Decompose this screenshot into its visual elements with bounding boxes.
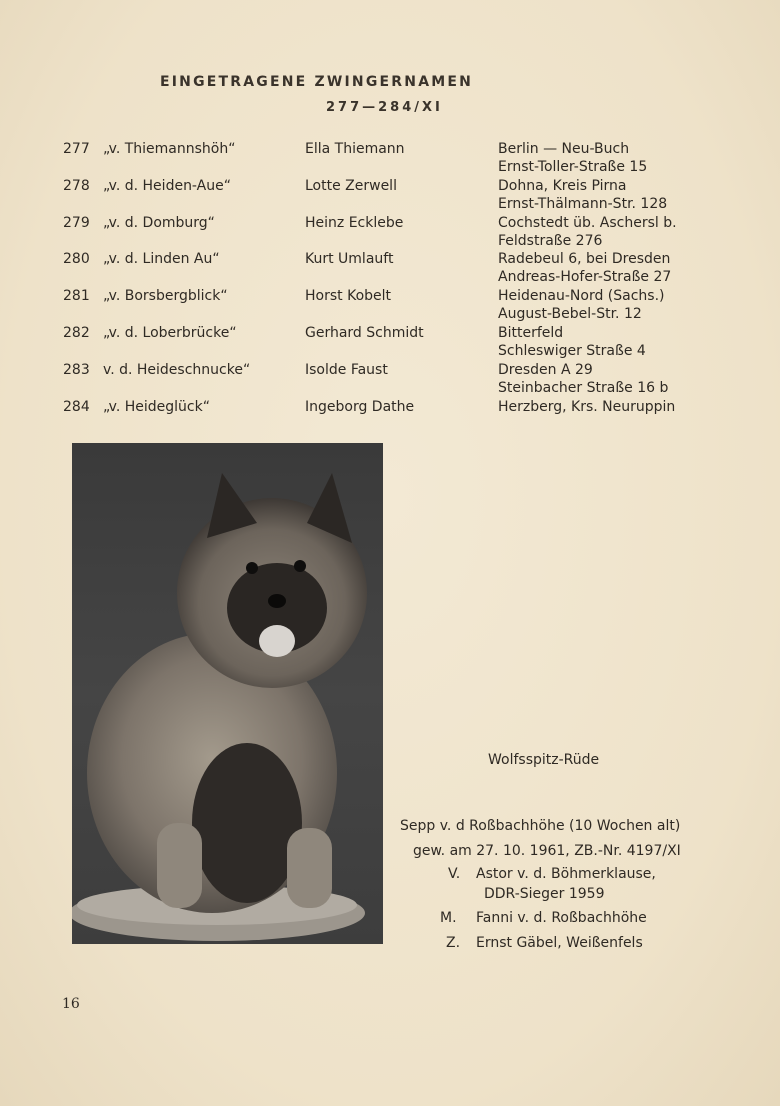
address-line: Steinbacher Straße 16 b	[498, 380, 669, 396]
sire-label: V.	[448, 866, 461, 882]
owner-address	[498, 398, 698, 416]
owner-address	[498, 361, 698, 397]
kennel-name: „v. Borsbergblick“	[103, 288, 228, 304]
address-line: Ernst-Toller-Straße 15	[498, 159, 648, 175]
address-line: Radebeul 6, bei Dresden	[498, 251, 671, 267]
dam-name: Fanni v. d. Roßbachhöhe	[476, 910, 647, 926]
address-line: Dohna, Kreis Pirna	[498, 178, 627, 194]
kennel-name: v. d. Heideschnucke“	[103, 362, 251, 378]
entry-number: 278	[63, 178, 90, 194]
birth-info: gew. am 27. 10. 1961, ZB.-Nr. 4197/XI	[413, 843, 681, 859]
owner-address	[498, 140, 698, 176]
address-line: Andreas-Hofer-Straße 27	[498, 269, 672, 285]
address-line: August-Bebel-Str. 12	[498, 306, 642, 322]
entry-number: 281	[63, 288, 90, 304]
address-line: Bitterfeld	[498, 325, 564, 341]
entry-number: 284	[63, 399, 90, 415]
sire-title: DDR-Sieger 1959	[484, 886, 605, 902]
owner-name: Horst Kobelt	[305, 288, 392, 304]
entry-number: 279	[63, 215, 90, 231]
address-line: Schleswiger Straße 4	[498, 343, 646, 359]
kennel-name: „v. d. Linden Au“	[103, 251, 220, 267]
page-number: 16	[62, 996, 80, 1012]
owner-address	[498, 324, 698, 360]
breed-caption: Wolfsspitz-Rüde	[488, 752, 600, 768]
page-title: EINGETRAGENE ZWINGERNAMEN	[160, 74, 474, 90]
address-line: Cochstedt üb. Aschersl b.	[498, 215, 677, 231]
kennel-name: „v. d. Domburg“	[103, 215, 215, 231]
entry-number: 280	[63, 251, 90, 267]
kennel-name: „v. Heideglück“	[103, 399, 210, 415]
owner-name: Heinz Ecklebe	[305, 215, 404, 231]
dog-name: Sepp v. d Roßbachhöhe (10 Wochen alt)	[400, 818, 681, 834]
entry-number: 277	[63, 141, 90, 157]
owner-name: Gerhard Schmidt	[305, 325, 424, 341]
address-line: Dresden A 29	[498, 362, 593, 378]
sire-name: Astor v. d. Böhmerklause,	[476, 866, 656, 882]
owner-address	[498, 177, 698, 213]
address-line: Herzberg, Krs. Neuruppin	[498, 399, 676, 415]
owner-name: Ella Thiemann	[305, 141, 405, 157]
kennel-name: „v. Thiemannshöh“	[103, 141, 236, 157]
address-line: Feldstraße 276	[498, 233, 603, 249]
entry-number: 283	[63, 362, 90, 378]
owner-address	[498, 287, 698, 323]
owner-name: Kurt Umlauft	[305, 251, 394, 267]
dam-label: M.	[440, 910, 457, 926]
address-line: Berlin — Neu-Buch	[498, 141, 630, 157]
address-line: Heidenau-Nord (Sachs.)	[498, 288, 665, 304]
owner-name: Isolde Faust	[305, 362, 388, 378]
owner-name: Lotte Zerwell	[305, 178, 397, 194]
kennel-name: „v. d. Heiden-Aue“	[103, 178, 231, 194]
owner-address	[498, 250, 698, 286]
registry-range: 277—284/XI	[326, 100, 443, 115]
breeder-label: Z.	[446, 935, 461, 951]
owner-name: Ingeborg Dathe	[305, 399, 415, 415]
owner-address	[498, 214, 698, 250]
kennel-name: „v. d. Loberbrücke“	[103, 325, 237, 341]
entry-number: 282	[63, 325, 90, 341]
dog-illustration	[72, 443, 383, 944]
address-line: Ernst-Thälmann-Str. 128	[498, 196, 668, 212]
dog-photo	[72, 443, 383, 944]
breeder-name: Ernst Gäbel, Weißenfels	[476, 935, 643, 951]
